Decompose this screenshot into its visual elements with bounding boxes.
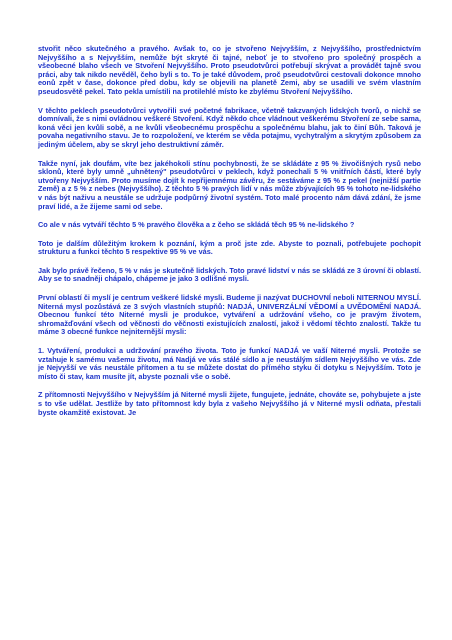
paragraph-5: Toto je dalším důležitým krokem k poznání, kým a proč jste zde. Abyste to poznali, potřebujete pochopit strukturu a funkci těchto 5 respektive 95 % ve vás.	[38, 238, 421, 257]
document-body	[38, 45, 421, 427]
paragraph-2: V těchto peklech pseudotvůrci vytvořili své početné fabrikace, včetně takzvaných lidských tvorů, o nichž se domnívali, že s nimi ovládnou veškeré Stvoření. Když někdo chce vládnout veškerému Stvoření ze sebe sama, koná věci jen kvůli sobě, a ne kvůli všeobecnému prospěchu a společnému blahu, jak to činí Bůh. Taková je povaha negativního stavu. Je to rozpoložení, ve kterém se věda potajmu, vychytralým a skrytým způsobem za jediným účelem, aby se skryl jeho destruktivní záměr.	[38, 105, 421, 149]
paragraph-7: První oblastí či myslí je centrum veškeré lidské mysli. Budeme ji nazývat DUCHOVNÍ neboli NITERNOU MYSLÍ. Niterná mysl pozůstává ze 3 svých vlastních stupňů: NADJÁ, UNIVERZÁLNÍ VĚDOMÍ a UVĚDOMĚNÍ NADJÁ. Obecnou funkcí této Niterné mysli je produkce, vytváření a udržování všeho, co je pravým životem, shromažďování všech od věčnosti do věčnosti existujících znalostí, jakož i vědomí těchto znalostí. Takže tu máme 3 obecné funkce nejniternější mysli:	[38, 293, 421, 337]
paragraph-9: Z přítomnosti Nejvyššího v Nejvyšším já Niterné mysli žijete, fungujete, jednáte, chováte se, pohybujete a jste s to vše udělat. Jestliže by tato přítomnost kdy byla z vašeho Nejvyššího já v Niterné mysli odňata, přestali byste okamžitě existovat. Je	[38, 390, 421, 417]
paragraph-4: Co ale v nás vytváří těchto 5 % pravého člověka a z čeho se skládá těch 95 % ne-lidského ?	[38, 220, 355, 230]
paragraph-6: Jak bylo právě řečeno, 5 % v nás je skutečně lidských. Toto pravé lidství v nás se skládá ze 3 úrovní či oblastí. Aby se to snadněji chápalo, chápeme je jako 3 odlišné mysli.	[38, 265, 421, 284]
paragraph-1: stvořit něco skutečného a pravého. Avšak to, co je stvořeno Nejvyšším, z Nejvyššího, prostřednictvím Nejvyššího a s Nejvyšším, nemůže být skryté či tajné, neboť je to stvořeno pro společný prospěch a všeobecné blaho všech ve Stvoření Nejvyššího. Proto pseudotvůrci potřebují skrývat a provádět tajně svou práci, aby tak nikdo nevěděl, čeho byli s to. To je také důvodem, proč pseudotvůrci cestovali dokonce mnoho eonů zpět v čase, dokonce před dobu, kdy se objevili na planetě Zemi, aby se usadili ve svém vlastním pseudosvětě pekel. Tato pekla umístili na protilehlé místo ke zbylému Stvoření Nejvyššího.	[38, 44, 421, 96]
paragraph-8: 1. Vytváření, produkci a udržování pravého života. Toto je funkcí NADJÁ ve vaší Niterné mysli. Protože se vztahuje k samému vašemu životu, má Nadjá ve vás stálé sídlo a je neustálým sídlem Nejvyššího ve vás. Zde je Nejvyšší ve vás neustále přítomen a tu se můžete dostat do přímého styku či dotyku s Nejvyšším. Toto je místo či stav, kam musíte jít, abyste poznali vše o sobě.	[38, 346, 421, 381]
paragraph-3: Takže nyní, jak doufám, víte bez jakéhokoli stínu pochybnosti, že se skládáte z 95 % živočišných rysů nebo sklonů, které byly umně „uhnětený" pseudotvůrci v peklech, když ponechali 5 % vnitřních částí, které byly utvořeny Nejvyšším. Proto musíme dojít k nepřijemnému závěru, že sestáváme z 95 % z pekel (nejnižší partie Země) a z 5 % z nebes (Nejvyššího). Z těchto 5 % pravých lidí v nás může zbývajících 95 % tohoto ne-lidského v nás být naživu a neustále se udržuje podpůrný životní systém. Toto malé procento nám dává zdání, že jsme praví lidé, a že žijeme sami od sebe.	[38, 158, 421, 211]
